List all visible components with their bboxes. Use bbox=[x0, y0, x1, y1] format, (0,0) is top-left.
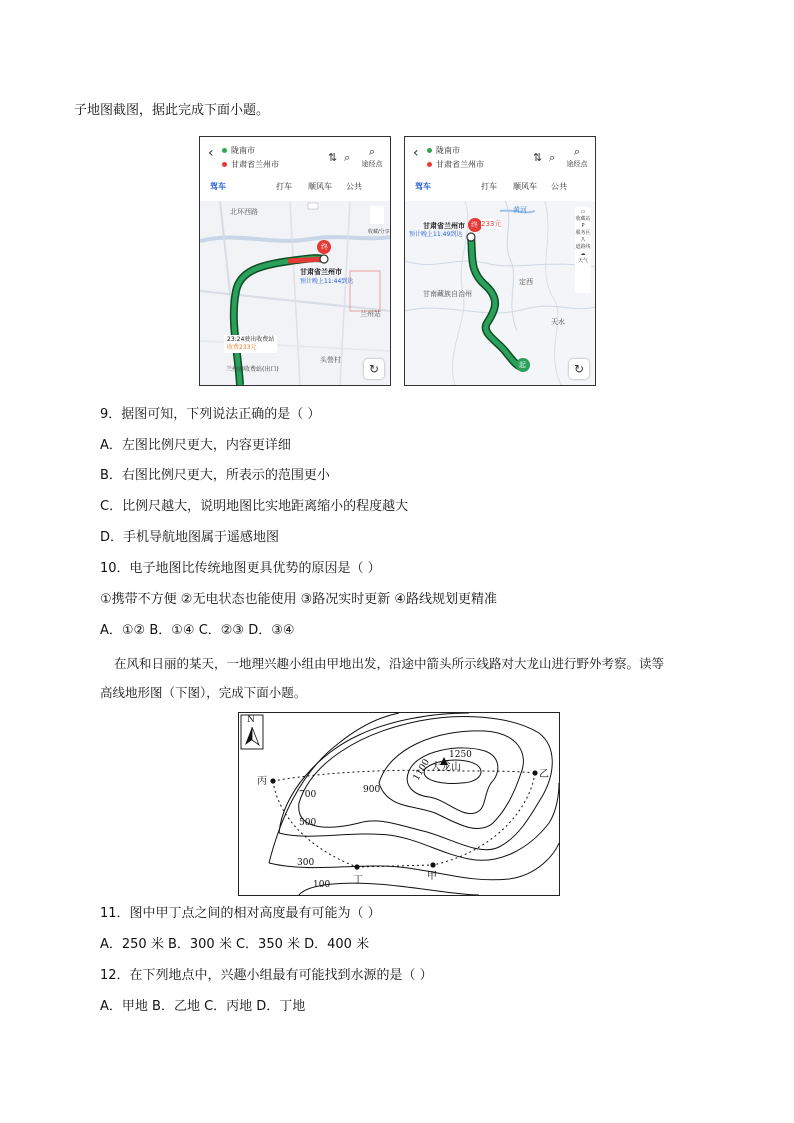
q12-stem: 12．在下列地点中，兴趣小组最有可能找到水源的是（ ） bbox=[100, 968, 433, 983]
destination-dot-icon bbox=[427, 162, 432, 167]
service-icon: P bbox=[581, 223, 585, 229]
q9-option-a: A．左图比例尺更大，内容更详细 bbox=[100, 438, 291, 453]
point-jia-marker bbox=[430, 862, 435, 867]
contour-label-100: 100 bbox=[313, 880, 331, 890]
tab-drive: 驾车 bbox=[210, 182, 226, 191]
q11-options: A．250 米 B．300 米 C．350 米 D．400 米 bbox=[100, 937, 370, 952]
place-label-1: 北环西路 bbox=[230, 208, 258, 216]
destination-label: 甘肃省兰州市 bbox=[423, 222, 465, 230]
q10-items: ①携带不方便 ②无电状态也能使用 ③路况实时更新 ④路线规划更精准 bbox=[100, 592, 498, 607]
tab-carpool: 顺风车 bbox=[513, 182, 537, 191]
contour-label-700: 700 bbox=[299, 790, 317, 800]
contour-map bbox=[238, 712, 560, 896]
place-label-2: 定西 bbox=[519, 278, 533, 286]
passage-line-1: 在风和日丽的某天，一地理兴趣小组由甲地出发，沿途中箭头所示线路对大龙山进行野外考察。读等 bbox=[114, 656, 665, 671]
contour-label-500: 500 bbox=[299, 818, 317, 828]
eta-label: 预计晚上11:49到达 bbox=[409, 231, 463, 238]
contour-map-graphic bbox=[239, 713, 559, 895]
toll-fee: 收费233元 bbox=[227, 344, 257, 351]
peak-elevation: 1250 bbox=[449, 750, 472, 760]
point-bing-label: 丙 bbox=[257, 776, 267, 787]
back-icon: ‹ bbox=[208, 145, 214, 161]
origin-row bbox=[222, 145, 255, 156]
eta-label: 预计晚上11:44到达 bbox=[300, 278, 354, 285]
search-waypoint bbox=[360, 145, 384, 169]
road-icon: /\ bbox=[581, 237, 585, 243]
tab-drive: 驾车 bbox=[415, 182, 431, 191]
weather-icon: ☁ bbox=[580, 251, 586, 257]
passage-line-2: 高线地形图（下图），完成下面小题。 bbox=[100, 685, 307, 700]
point-bing-marker bbox=[270, 778, 275, 783]
mode-tabs bbox=[200, 177, 390, 197]
point-ding-label: 丁 bbox=[353, 875, 363, 886]
right-map-screenshot bbox=[404, 136, 596, 386]
place-label-3: 天水 bbox=[551, 318, 565, 326]
q12-options: A．甲地 B．乙地 C．丙地 D．丁地 bbox=[100, 999, 306, 1014]
origin-dot-icon bbox=[222, 148, 227, 153]
mic-icon: ⌕ bbox=[549, 151, 556, 164]
q9-option-d: D．手机导航地图属于遥感地图 bbox=[100, 530, 280, 545]
search-icon: ⌕ bbox=[368, 145, 376, 158]
tab-transit: 公共 bbox=[551, 182, 567, 191]
point-yi-marker bbox=[532, 770, 537, 775]
point-yi-label: 乙 bbox=[539, 769, 549, 780]
q10-stem: 10．电子地图比传统地图更具优势的原因是（ ） bbox=[100, 561, 381, 576]
origin-text: 陇南市 bbox=[436, 146, 460, 155]
q9-stem: 9．据图可知，下列说法正确的是（ ） bbox=[100, 407, 321, 422]
right-map-body bbox=[405, 201, 595, 385]
tab-transit: 公共 bbox=[346, 182, 362, 191]
side-tool-1: 收藏站 bbox=[575, 216, 591, 222]
toll-station: 兰州南收费站(出口) bbox=[226, 366, 279, 373]
side-tools bbox=[575, 209, 591, 265]
side-tool-2: 服务区 bbox=[575, 230, 591, 236]
origin-row bbox=[427, 145, 460, 156]
left-map-body bbox=[200, 201, 390, 385]
mode-tabs bbox=[405, 177, 595, 197]
toll-info bbox=[224, 335, 277, 353]
mic-icon: ⌕ bbox=[344, 151, 351, 164]
refresh-icon: ↻ bbox=[364, 359, 384, 379]
north-label: N bbox=[247, 715, 255, 725]
waypoint-label: 途经点 bbox=[566, 160, 588, 168]
point-ding-marker bbox=[354, 864, 359, 869]
contour-label-300: 300 bbox=[297, 858, 315, 868]
swap-icon: ⇅ bbox=[328, 151, 338, 164]
end-badge: 终 bbox=[321, 243, 328, 251]
side-tool-4: 天气 bbox=[577, 258, 588, 264]
contour-label-1100: 1100 bbox=[411, 757, 432, 783]
destination-dot-icon bbox=[222, 162, 227, 167]
contour-label-900: 900 bbox=[363, 785, 381, 795]
river-label: 黄河 bbox=[513, 206, 527, 214]
destination-text: 甘肃省兰州市 bbox=[231, 160, 279, 169]
toll-note: 23:24驶出收费站 bbox=[227, 336, 275, 343]
end-badge: 终 bbox=[471, 221, 478, 229]
destination-label: 甘肃省兰州市 bbox=[300, 268, 342, 276]
q9-option-c: C．比例尺越大，说明地图比实地距离缩小的程度越大 bbox=[100, 499, 409, 514]
origin-dot-icon bbox=[427, 148, 432, 153]
side-tool-label: 收藏/分享 bbox=[368, 229, 390, 235]
waypoint-label: 途经点 bbox=[361, 160, 383, 168]
side-tool-3: 道路线 bbox=[575, 244, 591, 250]
destination-row bbox=[427, 159, 484, 170]
tab-taxi: 打车 bbox=[276, 182, 292, 191]
tab-taxi: 打车 bbox=[481, 182, 497, 191]
point-jia-label: 甲 bbox=[427, 871, 437, 882]
place-label-2: 兰州站 bbox=[360, 310, 381, 318]
destination-text: 甘肃省兰州市 bbox=[436, 160, 484, 169]
back-icon: ‹ bbox=[413, 145, 419, 161]
place-label-3: 头營村 bbox=[320, 356, 341, 364]
left-map-header bbox=[200, 137, 390, 201]
search-icon: ⌕ bbox=[573, 145, 581, 158]
destination-row bbox=[222, 159, 279, 170]
q11-stem: 11．图中甲丁点之间的相对高度最有可能为（ ） bbox=[100, 906, 381, 921]
intro-text: 子地图截图，据此完成下面小题。 bbox=[74, 103, 270, 118]
q9-option-b: B．右图比例尺更大，所表示的范围更小 bbox=[100, 468, 330, 483]
search-waypoint bbox=[565, 145, 589, 169]
right-map-header bbox=[405, 137, 595, 201]
tab-carpool: 顺风车 bbox=[308, 182, 332, 191]
place-label-1: 甘南藏族自治州 bbox=[423, 290, 472, 298]
left-map-screenshot bbox=[199, 136, 391, 386]
origin-text: 陇南市 bbox=[231, 146, 255, 155]
start-badge: 起 bbox=[519, 361, 526, 369]
refresh-icon: ↻ bbox=[569, 359, 589, 379]
swap-icon: ⇅ bbox=[533, 151, 543, 164]
q10-options: A．①② B．①④ C．②③ D．③④ bbox=[100, 623, 295, 638]
fee-label: 233元 bbox=[481, 220, 502, 228]
peak-name: 大龙山 bbox=[431, 762, 461, 773]
bookmark-icon: ▭ bbox=[580, 209, 586, 215]
left-map-graphic bbox=[200, 201, 390, 385]
